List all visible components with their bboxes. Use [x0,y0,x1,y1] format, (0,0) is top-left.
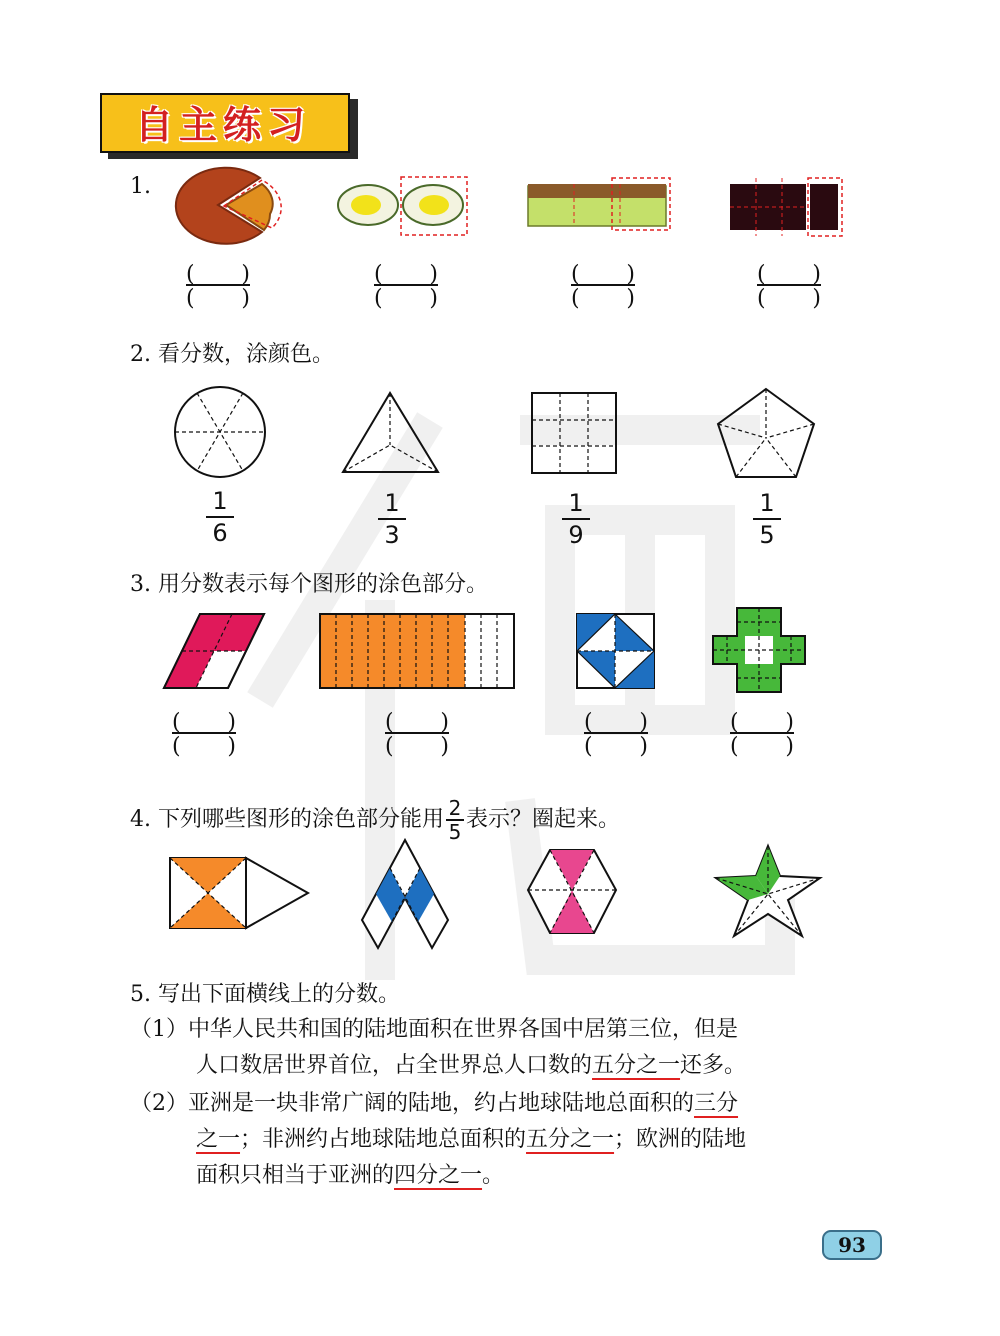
q2-fraction-1: 1 6 [200,488,240,546]
q3-parallelogram [164,614,264,688]
q1-bar [730,178,842,236]
q2-fraction-2: 1 3 [372,490,412,548]
q5-paragraph-1: （1）中华人民共和国的陆地面积在世界各国中居第三位，但是 [130,1017,739,1042]
answer-underline: 五分之一 [592,1053,681,1078]
q2-fraction-3: 1 9 [556,490,596,548]
q4-label-post: 表示？圈起来。 [465,807,620,832]
q4-inline-fraction: 2 5 [444,798,466,842]
watermark [260,420,780,980]
q2-fraction-4: 1 5 [747,490,787,548]
q4-square-kite [170,858,308,928]
q1-egg [338,177,467,235]
answer-underline: 三分 [694,1091,739,1116]
q4-label-pre: 4. 下列哪些图形的涂色部分能用 [130,807,444,832]
q3-blank-1[interactable]: ( ) ( ) [172,710,236,759]
q2-circle [175,387,265,477]
q1-blank-3[interactable]: ( ) ( ) [571,262,635,311]
q5-paragraph-2-line3: 面积只相当于亚洲的四分之一。 [196,1163,505,1188]
section-title: 自主练习 [134,102,311,147]
q1-blank-1[interactable]: ( ) ( ) [186,262,250,311]
q3-strip [320,614,514,688]
q1-blank-4[interactable]: ( ) ( ) [757,262,821,311]
q1-blank-2[interactable]: ( ) ( ) [374,262,438,311]
answer-underline: 之一 [196,1127,241,1152]
q3-blank-3[interactable]: ( ) ( ) [584,710,648,759]
q3-square-triangles [577,614,654,688]
q5-label: 5. 写出下面横线上的分数。 [130,982,400,1007]
answer-underline: 五分之一 [526,1127,615,1152]
q3-label: 3. 用分数表示每个图形的涂色部分。 [130,572,488,597]
q3-blank-2[interactable]: ( ) ( ) [385,710,449,759]
q1-pie [176,168,281,244]
q3-blank-4[interactable]: ( ) ( ) [730,710,794,759]
page-number: 93 [822,1230,882,1260]
q5-paragraph-2-line2: 之一；非洲约占地球陆地总面积的五分之一；欧洲的陆地 [196,1127,747,1152]
q5-paragraph-2: （2）亚洲是一块非常广阔的陆地，约占地球陆地总面积的三分 [130,1091,739,1116]
q1-cake [528,178,670,230]
q1-label: 1. [130,174,151,199]
q4-label [130,798,620,842]
q2-label: 2. 看分数，涂颜色。 [130,342,334,367]
q5-paragraph-1-line2: 人口数居世界首位，占全世界总人口数的五分之一还多。 [196,1053,747,1078]
answer-underline: 四分之一 [394,1163,483,1188]
